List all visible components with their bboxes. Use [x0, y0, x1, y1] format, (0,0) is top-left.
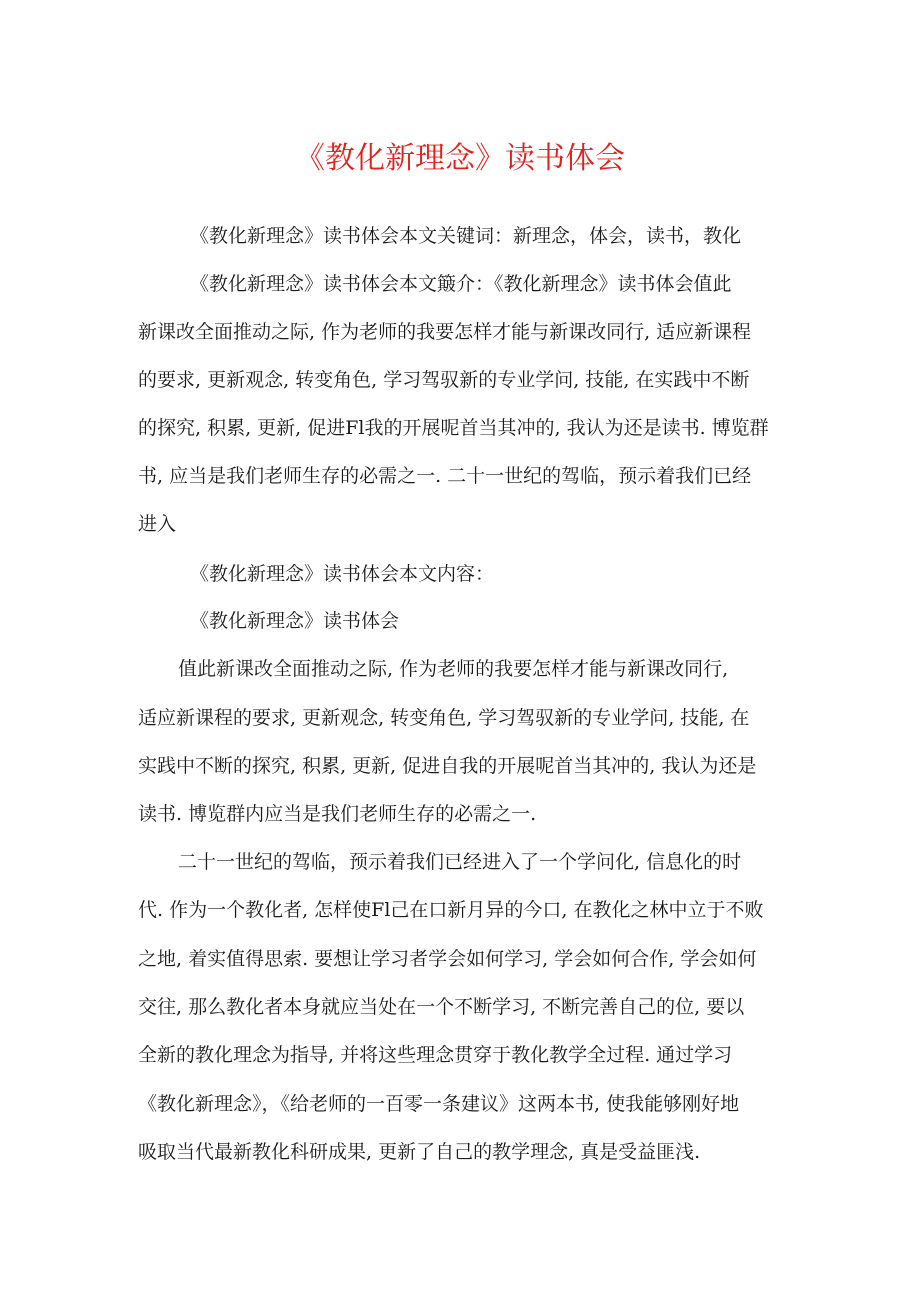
content-label: 《教化新理念》读书体会本文内容： [190, 563, 495, 585]
document-title: 《教化新理念》读书体会 [295, 141, 625, 176]
summary-line-4: 的探究, 积累, 更新, 促进Fl我的开展呢首当其冲的, 我认为还是读书. 博览群 [138, 417, 769, 439]
paragraph1-line-4: 读书. 博览群内应当是我们老师生存的必需之一. [138, 803, 537, 825]
summary-line-6: 进入 [138, 513, 177, 535]
summary-line-1: 《教化新理念》读书体会本文簸介：《教化新理念》读书体会值此 [190, 273, 732, 295]
paragraph2-line-6: 《教化新理念》，《给老师的一百零一条建议》这两本书, 使我能够刚好地 [138, 1093, 740, 1115]
content-title: 《教化新理念》读书体会 [190, 610, 400, 632]
keywords-line: 《教化新理念》读书体会本文关键词：新理念，体会，读书，教化 [190, 225, 742, 247]
summary-line-3: 的要求, 更新观念, 转变角色, 学习驾驭新的专业学问, 技能, 在实践中不断 [138, 369, 750, 391]
paragraph1-line-1: 值此新课改全面推动之际, 作为老师的我要怎样才能与新课改同行, [178, 658, 729, 680]
summary-line-2: 新课改全面推动之际, 作为老师的我要怎样才能与新课改同行, 适应新课程 [138, 321, 752, 343]
summary-line-5: 书, 应当是我们老师生存的必需之一. 二十一世纪的驾临，预示着我们已经 [138, 465, 752, 487]
paragraph2-line-5: 全新的教化理念为指导, 并将这些理念贯穿于教化教学全过程. 通过学习 [138, 1044, 733, 1066]
paragraph2-line-2: 代. 作为一个教化者, 怎样使Fl己在口新月异的今口, 在教化之林中立于不败 [138, 899, 764, 921]
paragraph2-line-7: 吸取当代最新教化科研成果, 更新了自己的教学理念, 真是受益匪浅. [138, 1141, 701, 1163]
paragraph2-line-3: 之地, 着实值得思索. 要想让学习者学会如何学习, 学会如何合作, 学会如何 [138, 948, 757, 970]
paragraph1-line-3: 实践中不断的探究, 积累, 更新, 促进自我的开展呢首当其冲的, 我认为还是 [138, 755, 757, 777]
paragraph1-line-2: 适应新课程的要求, 更新观念, 转变角色, 学习驾驭新的专业学问, 技能, 在 [138, 707, 750, 729]
paragraph2-line-1: 二十一世纪的驾临，预示着我们已经进入了一个学问化, 信息化的时 [178, 851, 742, 873]
paragraph2-line-4: 交往, 那么教化者本身就应当处在一个不断学习, 不断完善自己的位, 要以 [138, 996, 745, 1018]
